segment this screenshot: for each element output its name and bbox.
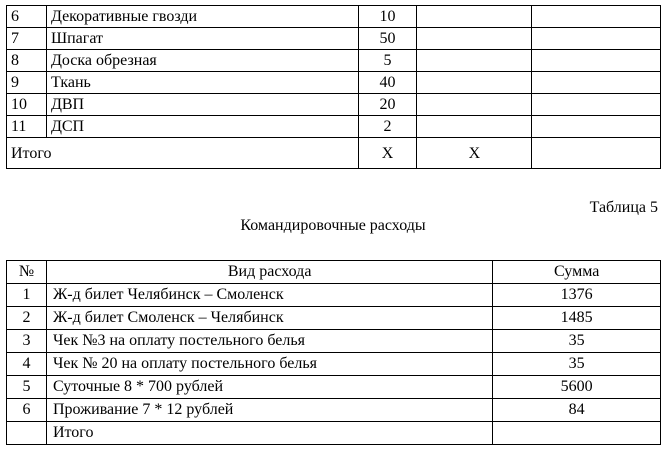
row-number: 4 xyxy=(7,353,47,376)
header-row xyxy=(7,261,661,284)
empty-cell xyxy=(532,72,661,94)
materials-table xyxy=(6,5,661,169)
total-label: Итого xyxy=(46,422,492,445)
table-row xyxy=(7,353,661,376)
total-mark: X xyxy=(417,138,532,169)
empty-cell xyxy=(493,422,661,445)
material-quantity: 50 xyxy=(358,28,417,50)
material-name: Шпагат xyxy=(46,28,358,50)
table-row xyxy=(7,72,661,94)
table-row xyxy=(7,28,661,50)
table-row xyxy=(7,116,661,138)
header-sum: Сумма xyxy=(493,261,661,284)
material-quantity: 20 xyxy=(358,94,417,116)
table-caption-number: Таблица 5 xyxy=(589,199,658,216)
material-quantity: 2 xyxy=(358,116,417,138)
empty-cell xyxy=(532,50,661,72)
material-name: ДСП xyxy=(46,116,358,138)
empty-cell xyxy=(417,72,532,94)
header-number: № xyxy=(7,261,47,284)
expense-type: Ж-д билет Смоленск – Челябинск xyxy=(46,307,492,330)
expense-sum: 1485 xyxy=(493,307,661,330)
header-expense-type: Вид расхода xyxy=(46,261,492,284)
empty-cell xyxy=(532,94,661,116)
empty-cell xyxy=(532,28,661,50)
expense-type: Ж-д билет Челябинск – Смоленск xyxy=(46,284,492,307)
expense-type: Чек № 20 на оплату постельного белья xyxy=(46,353,492,376)
total-row xyxy=(7,138,661,169)
row-number: 6 xyxy=(7,399,47,422)
row-number: 7 xyxy=(7,28,47,50)
table-row xyxy=(7,50,661,72)
total-mark: X xyxy=(358,138,417,169)
empty-cell xyxy=(417,116,532,138)
empty-cell xyxy=(7,422,47,445)
table-row xyxy=(7,307,661,330)
row-number: 5 xyxy=(7,376,47,399)
expense-sum: 35 xyxy=(493,353,661,376)
table-row xyxy=(7,6,661,28)
empty-cell xyxy=(532,6,661,28)
expense-sum: 1376 xyxy=(493,284,661,307)
expense-type: Проживание 7 * 12 рублей xyxy=(46,399,492,422)
empty-cell xyxy=(417,28,532,50)
total-label: Итого xyxy=(7,138,359,169)
empty-cell xyxy=(532,138,661,169)
expense-sum: 35 xyxy=(493,330,661,353)
expense-sum: 84 xyxy=(493,399,661,422)
row-number: 6 xyxy=(7,6,47,28)
row-number: 1 xyxy=(7,284,47,307)
expense-type: Суточные 8 * 700 рублей xyxy=(46,376,492,399)
empty-cell xyxy=(417,94,532,116)
table-row xyxy=(7,330,661,353)
table-row xyxy=(7,284,661,307)
row-number: 9 xyxy=(7,72,47,94)
expense-sum: 5600 xyxy=(493,376,661,399)
table-row xyxy=(7,376,661,399)
total-row xyxy=(7,422,661,445)
empty-cell xyxy=(417,6,532,28)
material-quantity: 5 xyxy=(358,50,417,72)
travel-expenses-table xyxy=(6,260,661,445)
material-name: ДВП xyxy=(46,94,358,116)
table-row xyxy=(7,399,661,422)
expense-type: Чек №3 на оплату постельного белья xyxy=(46,330,492,353)
table-title: Командировочные расходы xyxy=(240,217,426,234)
material-quantity: 40 xyxy=(358,72,417,94)
material-name: Доска обрезная xyxy=(46,50,358,72)
row-number: 3 xyxy=(7,330,47,353)
row-number: 8 xyxy=(7,50,47,72)
row-number: 11 xyxy=(7,116,47,138)
material-name: Ткань xyxy=(46,72,358,94)
material-quantity: 10 xyxy=(358,6,417,28)
material-name: Декоративные гвозди xyxy=(46,6,358,28)
row-number: 10 xyxy=(7,94,47,116)
row-number: 2 xyxy=(7,307,47,330)
table-row xyxy=(7,94,661,116)
empty-cell xyxy=(532,116,661,138)
empty-cell xyxy=(417,50,532,72)
